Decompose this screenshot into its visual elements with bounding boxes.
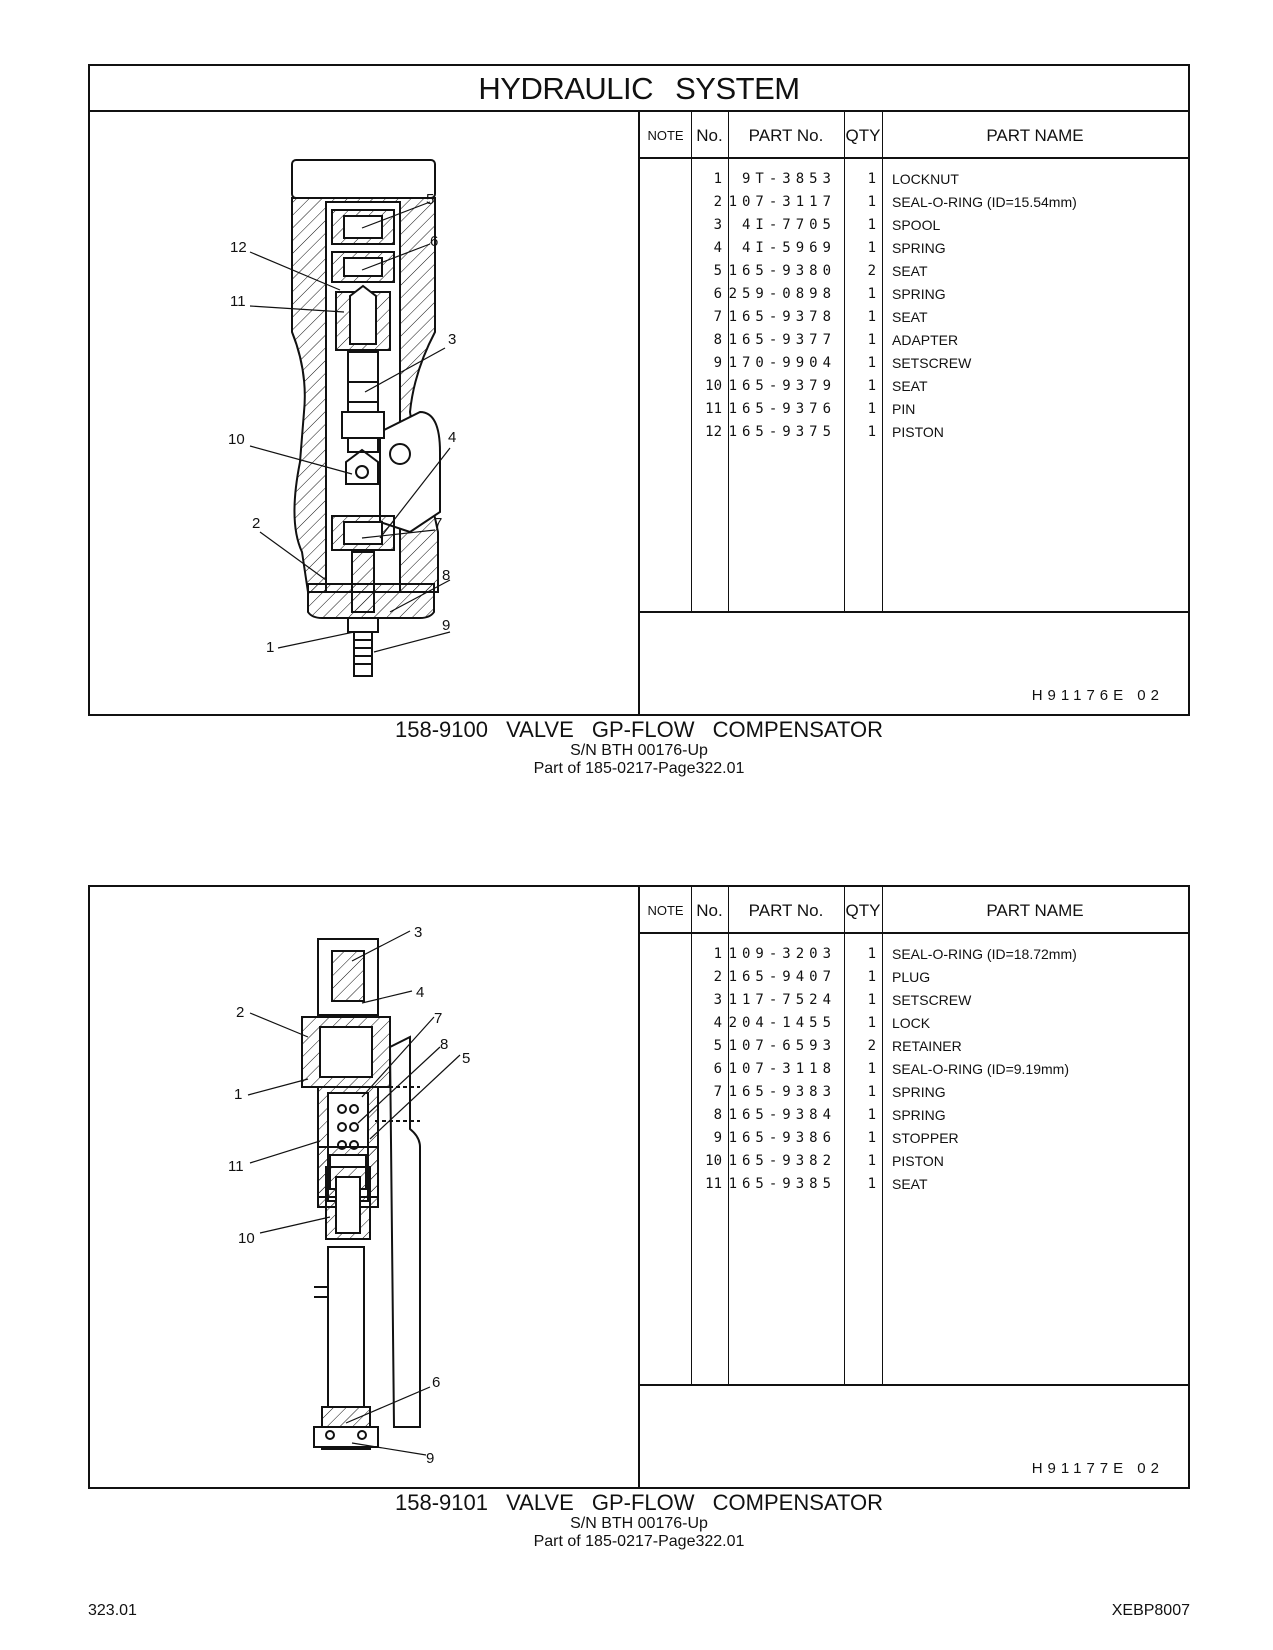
callout-5: 5 — [462, 1050, 471, 1067]
part-number: 165-9407 — [728, 969, 836, 985]
part-quantity: 1 — [867, 194, 876, 210]
part-quantity: 1 — [867, 401, 876, 417]
part-quantity: 1 — [867, 946, 876, 962]
part-item-number: 11 — [705, 401, 722, 417]
part-name: SEAL-O-RING (ID=18.72mm) — [892, 946, 1077, 962]
callout-10: 10 — [228, 431, 245, 448]
part-item-number: 6 — [713, 1061, 722, 1077]
part-number: 165-9385 — [728, 1176, 836, 1192]
table-row — [640, 398, 1188, 421]
table-footer — [640, 1384, 1188, 1487]
table-row — [640, 191, 1188, 214]
part-item-number: 1 — [713, 946, 722, 962]
part-number: 165-9376 — [728, 401, 836, 417]
part-number: 165-9377 — [728, 332, 836, 348]
part-item-number: 5 — [713, 263, 722, 279]
header-no: No. — [696, 126, 723, 145]
table-row — [640, 1012, 1188, 1035]
header-part-no: PART No. — [748, 126, 824, 145]
callout-9: 9 — [426, 1450, 435, 1467]
part-item-number: 10 — [705, 1153, 722, 1169]
part-name: PIN — [892, 401, 916, 417]
part-name: RETAINER — [892, 1038, 962, 1054]
illustration-ref-code: H91176E 02 — [1031, 687, 1164, 704]
callout-3: 3 — [448, 331, 457, 348]
part-number: 259-0898 — [728, 286, 836, 302]
part-number: 165-9378 — [728, 309, 836, 325]
header-qty: QTY — [845, 901, 881, 920]
part-name: SEAT — [892, 309, 928, 325]
table-row — [640, 306, 1188, 329]
table-row — [640, 352, 1188, 375]
parts-rows-2 — [640, 943, 1188, 1196]
part-quantity: 2 — [867, 263, 876, 279]
exploded-drawing-2 — [90, 887, 640, 1487]
callout-9: 9 — [442, 617, 451, 634]
parts-table-2 — [640, 887, 1188, 1487]
part-number: 117-7524 — [728, 992, 836, 1008]
part-quantity: 1 — [867, 1153, 876, 1169]
table-row — [640, 1150, 1188, 1173]
part-item-number: 5 — [713, 1038, 722, 1054]
table-row — [640, 329, 1188, 352]
header-no: No. — [696, 901, 723, 920]
part-name: LOCK — [892, 1015, 931, 1031]
part-number: 165-9382 — [728, 1153, 836, 1169]
part-number: 107-3117 — [728, 194, 836, 210]
part-number: 4I-5969 — [741, 240, 836, 256]
part-name: SEAT — [892, 378, 928, 394]
table-row — [640, 237, 1188, 260]
caption-1 — [88, 718, 1190, 778]
part-item-number: 8 — [713, 1107, 722, 1123]
callout-2: 2 — [236, 1004, 245, 1021]
part-quantity: 1 — [867, 1130, 876, 1146]
part-name: PISTON — [892, 424, 944, 440]
part-quantity: 1 — [867, 1084, 876, 1100]
part-name: SEAL-O-RING (ID=15.54mm) — [892, 194, 1077, 210]
table-row — [640, 1127, 1188, 1150]
table-row — [640, 1058, 1188, 1081]
part-number: 204-1455 — [728, 1015, 836, 1031]
caption-part-of: Part of 185-0217-Page322.01 — [533, 760, 745, 777]
parts-rows-1 — [640, 168, 1188, 444]
part-item-number: 6 — [713, 286, 722, 302]
part-item-number: 2 — [713, 969, 722, 985]
part-item-number: 7 — [713, 309, 722, 325]
part-quantity: 1 — [867, 286, 876, 302]
part-name: LOCKNUT — [892, 171, 959, 187]
part-item-number: 10 — [705, 378, 722, 394]
table-row — [640, 283, 1188, 306]
part-number: 165-9384 — [728, 1107, 836, 1123]
part-item-number: 1 — [713, 171, 722, 187]
part-item-number: 7 — [713, 1084, 722, 1100]
part-item-number: 4 — [713, 240, 722, 256]
callout-12: 12 — [230, 239, 247, 256]
part-item-number: 9 — [713, 355, 722, 371]
table-footer — [640, 611, 1188, 714]
part-number: 109-3203 — [728, 946, 836, 962]
exploded-drawing-1 — [90, 112, 640, 714]
part-item-number: 8 — [713, 332, 722, 348]
part-name: SEAT — [892, 1176, 928, 1192]
valve-cross-section-1 — [90, 112, 640, 714]
part-number: 170-9904 — [728, 355, 836, 371]
part-item-number: 11 — [705, 1176, 722, 1192]
caption-title: 158-9101 VALVE GP-FLOW COMPENSATOR — [395, 1490, 883, 1515]
part-number: 165-9375 — [728, 424, 836, 440]
part-item-number: 4 — [713, 1015, 722, 1031]
part-name: STOPPER — [892, 1130, 959, 1146]
part-name: PLUG — [892, 969, 931, 985]
part-quantity: 1 — [867, 1015, 876, 1031]
part-number: 4I-7705 — [741, 217, 836, 233]
table-row — [640, 260, 1188, 283]
table-row — [640, 168, 1188, 191]
header-qty: QTY — [845, 126, 881, 145]
callout-7: 7 — [434, 515, 443, 532]
part-item-number: 3 — [713, 217, 722, 233]
callout-2: 2 — [252, 515, 261, 532]
callout-11: 11 — [230, 293, 246, 310]
part-quantity: 1 — [867, 992, 876, 1008]
callout-4: 4 — [416, 984, 425, 1001]
part-name: SEAL-O-RING (ID=9.19mm) — [892, 1061, 1069, 1077]
callout-1: 1 — [234, 1086, 243, 1103]
callout-6: 6 — [430, 233, 439, 250]
part-number: 9T-3853 — [741, 171, 836, 187]
part-name: SPRING — [892, 240, 946, 256]
part-item-number: 12 — [705, 424, 722, 440]
callout-8: 8 — [440, 1036, 449, 1053]
part-name: SETSCREW — [892, 355, 972, 371]
header-part-name: PART NAME — [986, 901, 1084, 920]
callout-6: 6 — [432, 1374, 441, 1391]
page-number: 323.01 — [88, 1602, 137, 1619]
parts-panel-1 — [88, 64, 1190, 716]
table-row — [640, 989, 1188, 1012]
part-number: 107-3118 — [728, 1061, 836, 1077]
part-name: SPRING — [892, 1107, 946, 1123]
part-number: 165-9386 — [728, 1130, 836, 1146]
part-quantity: 1 — [867, 171, 876, 187]
table-row — [640, 1035, 1188, 1058]
caption-serial: S/N BTH 00176-Up — [570, 742, 708, 759]
part-number: 165-9379 — [728, 378, 836, 394]
part-item-number: 9 — [713, 1130, 722, 1146]
callout-11: 11 — [228, 1158, 244, 1175]
part-item-number: 3 — [713, 992, 722, 1008]
page-title: HYDRAULIC SYSTEM — [90, 66, 1188, 112]
table-row — [640, 421, 1188, 444]
part-name: SETSCREW — [892, 992, 972, 1008]
part-quantity: 1 — [867, 424, 876, 440]
caption-2 — [88, 1491, 1190, 1551]
part-number: 165-9383 — [728, 1084, 836, 1100]
part-quantity: 1 — [867, 240, 876, 256]
valve-cross-section-2 — [90, 887, 640, 1487]
header-part-no: PART No. — [748, 901, 824, 920]
header-note: NOTE — [647, 903, 684, 918]
document-code: XEBP8007 — [1111, 1602, 1190, 1619]
part-item-number: 2 — [713, 194, 722, 210]
part-quantity: 1 — [867, 332, 876, 348]
callout-3: 3 — [414, 924, 423, 941]
table-header — [640, 887, 1188, 934]
part-quantity: 1 — [867, 1061, 876, 1077]
table-row — [640, 214, 1188, 237]
table-row — [640, 1173, 1188, 1196]
caption-serial: S/N BTH 00176-Up — [570, 1515, 708, 1532]
table-row — [640, 375, 1188, 398]
table-row — [640, 943, 1188, 966]
part-quantity: 1 — [867, 355, 876, 371]
callout-8: 8 — [442, 567, 451, 584]
table-header — [640, 112, 1188, 159]
callout-5: 5 — [426, 191, 435, 208]
header-part-name: PART NAME — [986, 126, 1084, 145]
parts-table-1 — [640, 112, 1188, 714]
part-quantity: 1 — [867, 378, 876, 394]
callout-1: 1 — [266, 639, 275, 656]
illustration-ref-code: H91177E 02 — [1031, 1460, 1164, 1477]
parts-panel-2 — [88, 885, 1190, 1489]
callout-7: 7 — [434, 1010, 443, 1027]
part-name: ADAPTER — [892, 332, 959, 348]
table-row — [640, 1104, 1188, 1127]
caption-part-of: Part of 185-0217-Page322.01 — [533, 1533, 745, 1550]
part-quantity: 1 — [867, 309, 876, 325]
header-note: NOTE — [647, 128, 684, 143]
part-name: SEAT — [892, 263, 928, 279]
part-number: 107-6593 — [728, 1038, 836, 1054]
table-row — [640, 966, 1188, 989]
part-name: PISTON — [892, 1153, 944, 1169]
part-quantity: 2 — [867, 1038, 876, 1054]
caption-title: 158-9100 VALVE GP-FLOW COMPENSATOR — [395, 717, 883, 742]
part-quantity: 1 — [867, 1107, 876, 1123]
part-name: SPRING — [892, 1084, 946, 1100]
part-name: SPOOL — [892, 217, 941, 233]
part-quantity: 1 — [867, 969, 876, 985]
table-row — [640, 1081, 1188, 1104]
callout-4: 4 — [448, 429, 457, 446]
part-name: SPRING — [892, 286, 946, 302]
part-quantity: 1 — [867, 217, 876, 233]
callout-10: 10 — [238, 1230, 255, 1247]
part-quantity: 1 — [867, 1176, 876, 1192]
part-number: 165-9380 — [728, 263, 836, 279]
